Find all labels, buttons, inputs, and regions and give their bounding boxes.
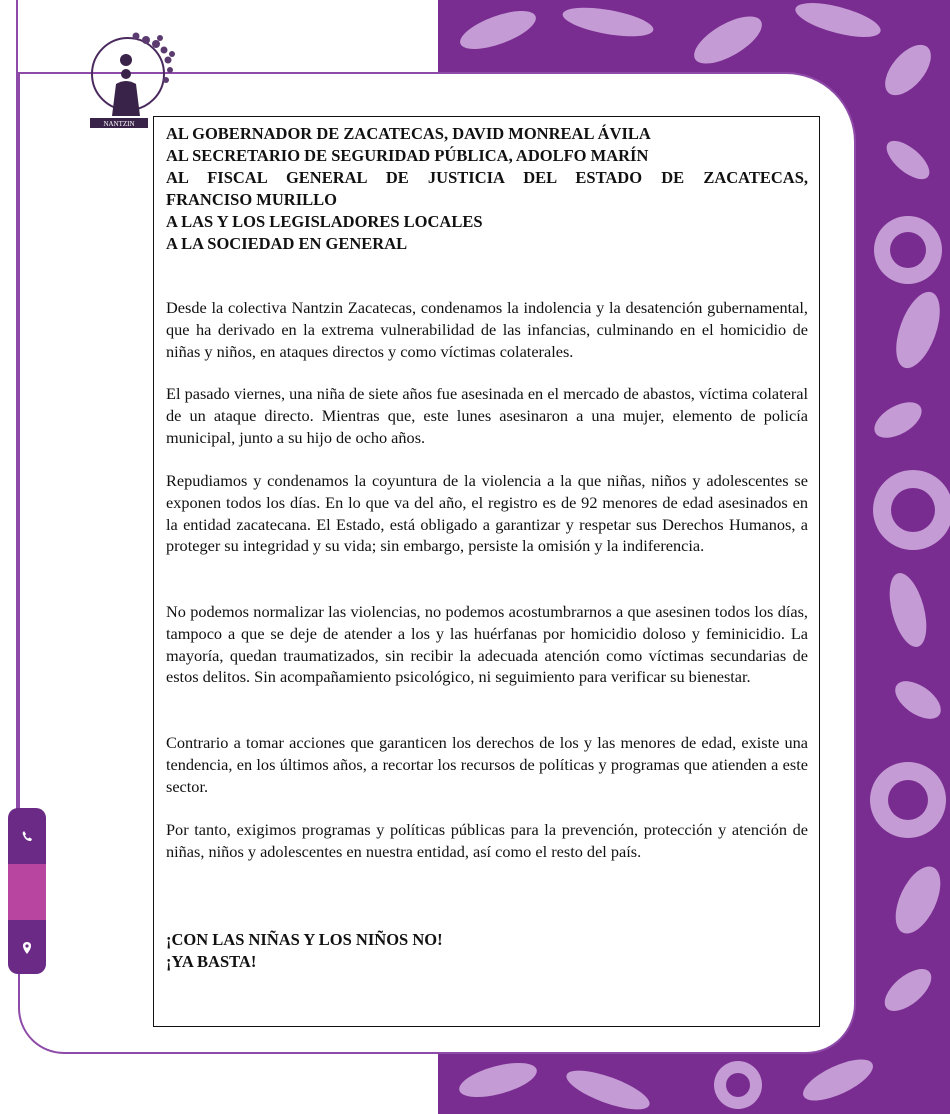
letter-box [153,116,820,1027]
paragraph: Desde la colectiva Nantzin Zacatecas, condenamos la indolencia y la desatención gubernamental, que ha derivado en la extrema vulnerabilidad de las infancias, culminando en el homicidio de niñas y niños, en ataques directos y como víctimas colaterales. [166,298,808,361]
phone-icon [19,828,35,844]
paragraph: Repudiamos y condenamos la coyuntura de la violencia a la que niñas, niños y adolescentes se exponen todos los días. En lo que va del año, el registro es de 92 menores de edad asesinados en la entidad zacatecana. El Estado, está obligado a garantizar y respetar sus Derechos Humanos, a proteger su integridad y su vida; sin embargo, persiste la omisión y la indiferencia. [166,471,808,556]
side-contact-bar [8,808,46,974]
addressee-line: A LA SOCIEDAD EN GENERAL [166,234,408,253]
phone-segment[interactable] [8,808,46,864]
location-segment[interactable] [8,920,46,974]
middle-segment [8,864,46,920]
addressee-line: AL GOBERNADOR DE ZACATECAS, DAVID MONREAL ÁVILA [166,124,651,143]
closing-line: ¡YA BASTA! [166,952,257,971]
closing-line: ¡CON LAS NIÑAS Y LOS NIÑOS NO! [166,930,443,949]
paragraph: El pasado viernes, una niña de siete años fue asesinada en el mercado de abastos, víctima colateral de un ataque directo. Mientras que, este lunes asesinaron a una mujer, elemento de policía municipal, junto a su hijo de ocho años. [166,384,808,447]
location-pin-icon [19,940,35,956]
logo-text: NANTZIN [103,120,135,128]
paragraph: Contrario a tomar acciones que garanticen los derechos de los y las menores de edad, existe una tendencia, en los últimos años, a recortar los recursos de políticas y programas que atienden a este sector. [166,733,808,796]
paragraph: Por tanto, exigimos programas y políticas públicas para la prevención, protección y atención de niñas, niños y adolescentes en nuestra entidad, así como el resto del país. [166,820,808,861]
card-top-area [18,0,438,74]
addressee-block [166,123,808,255]
addressee-line: A LAS Y LOS LEGISLADORES LOCALES [166,212,483,231]
addressee-line: AL FISCAL GENERAL DE JUSTICIA DEL ESTADO DE ZACATECAS, [166,168,808,187]
addressee-line: AL SECRETARIO DE SEGURIDAD PÚBLICA, ADOLFO MARÍN [166,146,649,165]
addressee-line: FRANCISO MURILLO [166,190,337,209]
paragraph: No podemos normalizar las violencias, no podemos acostumbrarnos a que asesinen todos los días, tampoco a que se deje de atender a los y las huérfanas por homicidio doloso y feminicidio. La mayoría, quedan traumatizados, sin recibir la adecuada atención como víctimas secundarias de estos delitos. Sin acompañamiento psicológico, ni seguimiento para verificar su bienestar. [166,602,808,687]
closing-block [166,929,808,973]
